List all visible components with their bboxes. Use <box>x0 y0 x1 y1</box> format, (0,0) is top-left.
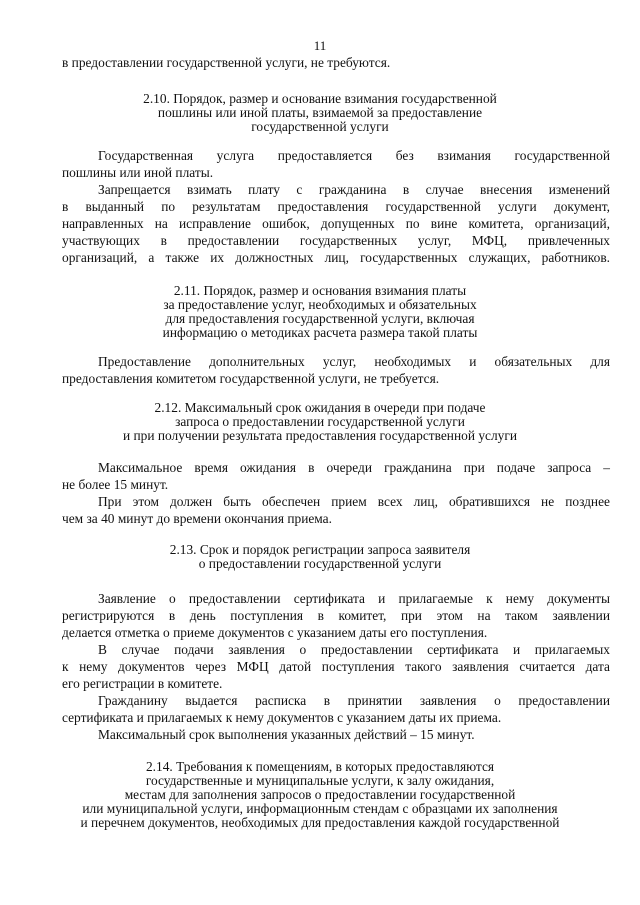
section-heading-line: информацию о методиках расчета размера такой платы <box>162 325 478 340</box>
section-heading-line: запроса о предоставлении государственной услуги <box>175 414 465 429</box>
paragraph-line: Предоставление дополнительных услуг, необходимых и обязательных для <box>98 354 610 369</box>
paragraph-line: В случае подачи заявления о предоставлении сертификата и прилагаемых <box>98 642 610 657</box>
paragraph-line: его регистрации в комитете. <box>62 676 223 691</box>
section-heading-line: и перечнем документов, необходимых для предоставления каждой государственной <box>80 815 560 830</box>
paragraph-line: пошлины или иной платы. <box>62 165 214 180</box>
paragraph-line: в предоставлении государственной услуги, не требуются. <box>62 55 391 70</box>
paragraph-line: Гражданину выдается расписка в принятии заявления о предоставлении <box>98 693 610 708</box>
paragraph-line: направленных на исправление ошибок, допущенных по вине комитета, организаций, <box>62 216 610 231</box>
paragraph-line: делается отметка о приеме документов с указанием даты его поступления. <box>62 625 488 640</box>
paragraph-line: организаций, а также их должностных лиц, государственных служащих, работников. <box>62 250 610 265</box>
paragraph-line: к нему документов через МФЦ датой поступления такого заявления считается дата <box>62 659 610 674</box>
section-heading-line: и при получении результата предоставления государственной услуги <box>122 428 518 443</box>
paragraph-line: Запрещается взимать плату с гражданина в случае внесения изменений <box>98 182 610 197</box>
paragraph-line: предоставления комитетом государственной услуги, не требуется. <box>62 371 440 386</box>
section-heading-line: 2.14. Требования к помещениям, в которых предоставляются <box>145 759 495 774</box>
page-number: 11 <box>313 38 327 53</box>
paragraph-line: Максимальное время ожидания в очереди гражданина при подаче запроса – <box>98 460 610 475</box>
paragraph-line: Максимальный срок выполнения указанных действий – 15 минут. <box>98 727 475 742</box>
section-heading-line: пошлины или иной платы, взимаемой за предоставление <box>157 105 483 120</box>
section-heading-line: 2.13. Срок и порядок регистрации запроса заявителя <box>169 542 471 557</box>
section-heading-line: 2.12. Максимальный срок ожидания в очереди при подаче <box>154 400 486 415</box>
paragraph-line: участвующих в предоставлении государственных услуг, МФЦ, привлеченных <box>62 233 610 248</box>
paragraph-line: регистрируются в день поступления в комитет, при этом на таком заявлении <box>62 608 610 623</box>
paragraph-line: Государственная услуга предоставляется без взимания государственной <box>98 148 610 163</box>
section-heading-line: или муниципальной услуги, информационным стендам с образцами их заполнения <box>82 801 558 816</box>
paragraph-line: в выданный по результатам предоставления государственной услуги документ, <box>62 199 610 214</box>
paragraph-line: сертификата и прилагаемых к нему документов с указанием даты их приема. <box>62 710 502 725</box>
paragraph-line: чем за 40 минут до времени окончания приема. <box>62 511 332 526</box>
section-heading-line: 2.11. Порядок, размер и основания взимания платы <box>173 283 467 298</box>
section-heading-line: государственной услуги <box>251 119 389 134</box>
section-heading-line: местам для заполнения запросов о предоставлении государственной <box>124 787 516 802</box>
paragraph-line: При этом должен быть обеспечен прием всех лиц, обратившихся не позднее <box>98 494 610 509</box>
section-heading-line: за предоставление услуг, необходимых и обязательных <box>163 297 477 312</box>
section-heading-line: государственные и муниципальные услуги, к залу ожидания, <box>145 773 495 788</box>
section-heading-line: для предоставления государственной услуги, включая <box>165 311 475 326</box>
section-heading-line: о предоставлении государственной услуги <box>198 556 442 571</box>
paragraph-line: Заявление о предоставлении сертификата и прилагаемые к нему документы <box>98 591 610 606</box>
paragraph-line: не более 15 минут. <box>62 477 169 492</box>
section-heading-line: 2.10. Порядок, размер и основание взимания государственной <box>143 91 497 106</box>
